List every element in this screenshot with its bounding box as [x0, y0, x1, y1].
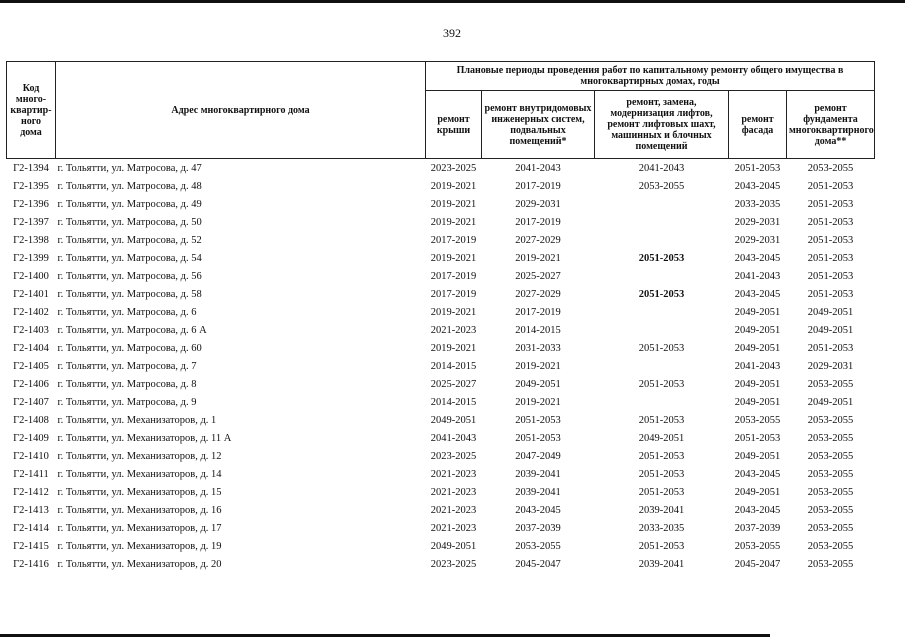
row-engineering-period: 2027-2029	[515, 288, 561, 300]
row-facade-period: 2053-2055	[734, 540, 781, 552]
row-facade-period: 2029-2031	[734, 216, 781, 228]
header-address: Адрес многоквартирного дома	[56, 62, 426, 159]
row-elevators-period	[595, 231, 729, 249]
row-elevators-period: 2051-2053	[638, 414, 685, 426]
row-roof-period: 2014-2015	[430, 396, 477, 408]
row-roof-period: 2021-2023	[430, 504, 477, 516]
row-engineering-period: 2027-2029	[515, 234, 561, 246]
row-facade-period: 2043-2045	[734, 252, 781, 264]
row-elevators-period	[595, 213, 729, 231]
row-roof-period: 2023-2025	[430, 558, 477, 570]
table-row	[7, 501, 875, 519]
row-facade-period: 2049-2051	[734, 396, 781, 408]
row-code: Г2-1416	[13, 558, 49, 570]
row-facade-period: 2043-2045	[734, 504, 781, 516]
row-roof-period: 2019-2021	[430, 216, 477, 228]
row-roof-period: 2021-2023	[430, 324, 477, 336]
row-foundation-period: 2053-2055	[807, 378, 854, 390]
row-facade-period: 2043-2045	[734, 288, 781, 300]
table-row	[7, 393, 875, 411]
row-foundation-period: 2051-2053	[807, 252, 854, 264]
row-address: г. Тольятти, ул. Механизаторов, д. 1	[57, 414, 217, 426]
row-engineering-period: 2041-2043	[515, 162, 561, 174]
row-elevators-period: 2041-2043	[638, 162, 685, 174]
row-engineering-period: 2047-2049	[515, 450, 561, 462]
row-foundation-period: 2053-2055	[807, 468, 854, 480]
row-roof-period: 2021-2023	[430, 486, 477, 498]
row-code: Г2-1410	[13, 450, 49, 462]
row-roof-period: 2025-2027	[430, 378, 477, 390]
row-engineering-period: 2037-2039	[515, 522, 561, 534]
row-elevators-period	[595, 267, 729, 285]
row-foundation-period: 2053-2055	[807, 486, 854, 498]
row-engineering-period: 2019-2021	[515, 360, 561, 372]
row-foundation-period: 2051-2053	[807, 270, 854, 282]
row-address: г. Тольятти, ул. Механизаторов, д. 17	[57, 522, 222, 534]
row-facade-period: 2041-2043	[734, 360, 781, 372]
row-foundation-period: 2049-2051	[807, 396, 854, 408]
row-code: Г2-1415	[13, 540, 49, 552]
row-facade-period: 2049-2051	[734, 378, 781, 390]
top-rule	[0, 0, 905, 3]
header-facade: ремонт фасада	[729, 91, 787, 159]
row-foundation-period: 2053-2055	[807, 522, 854, 534]
row-elevators-period: 2039-2041	[638, 558, 685, 570]
row-elevators-period	[595, 303, 729, 321]
row-address: г. Тольятти, ул. Матросова, д. 6	[57, 306, 197, 318]
row-facade-period: 2049-2051	[734, 324, 781, 336]
header-foundation: ремонт фундамента многоквартирного дома**	[787, 91, 875, 159]
row-facade-period: 2053-2055	[734, 414, 781, 426]
header-periods-group: Плановые периоды проведения работ по капитальному ремонту общего имущества в многоквартирных домах, годы	[426, 62, 875, 91]
row-code: Г2-1396	[13, 198, 49, 210]
row-foundation-period: 2053-2055	[807, 432, 854, 444]
row-roof-period: 2021-2023	[430, 468, 477, 480]
row-code: Г2-1394	[13, 162, 49, 174]
table-row	[7, 339, 875, 357]
row-code: Г2-1413	[13, 504, 49, 516]
table-row	[7, 375, 875, 393]
row-roof-period: 2017-2019	[430, 234, 477, 246]
row-elevators-period	[595, 321, 729, 339]
row-code: Г2-1411	[13, 468, 49, 480]
table-row	[7, 357, 875, 375]
row-code: Г2-1406	[13, 378, 49, 390]
row-address: г. Тольятти, ул. Матросова, д. 54	[57, 252, 202, 264]
row-elevators-period: 2051-2053	[638, 378, 685, 390]
row-address: г. Тольятти, ул. Матросова, д. 52	[57, 234, 202, 246]
row-code: Г2-1407	[13, 396, 49, 408]
row-facade-period: 2045-2047	[734, 558, 781, 570]
header-roof: ремонт крыши	[426, 91, 482, 159]
row-foundation-period: 2051-2053	[807, 288, 854, 300]
row-address: г. Тольятти, ул. Матросова, д. 50	[57, 216, 202, 228]
page-number: 392	[443, 26, 461, 40]
row-facade-period: 2029-2031	[734, 234, 781, 246]
row-elevators-period: 2051-2053	[638, 252, 685, 264]
row-roof-period: 2019-2021	[430, 198, 477, 210]
row-elevators-period: 2033-2035	[638, 522, 685, 534]
row-foundation-period: 2053-2055	[807, 414, 854, 426]
table-row	[7, 213, 875, 231]
row-roof-period: 2021-2023	[430, 522, 477, 534]
row-address: г. Тольятти, ул. Матросова, д. 7	[57, 360, 197, 372]
row-engineering-period: 2045-2047	[515, 558, 561, 570]
row-code: Г2-1402	[13, 306, 49, 318]
row-elevators-period	[595, 393, 729, 411]
row-foundation-period: 2053-2055	[807, 450, 854, 462]
row-address: г. Тольятти, ул. Матросова, д. 8	[57, 378, 197, 390]
row-code: Г2-1404	[13, 342, 49, 354]
row-code: Г2-1412	[13, 486, 49, 498]
row-foundation-period: 2051-2053	[807, 342, 854, 354]
row-facade-period: 2051-2053	[734, 432, 781, 444]
row-foundation-period: 2029-2031	[807, 360, 854, 372]
row-code: Г2-1408	[13, 414, 49, 426]
row-engineering-period: 2031-2033	[515, 342, 561, 354]
table-row	[7, 411, 875, 429]
row-roof-period: 2023-2025	[430, 450, 477, 462]
row-address: г. Тольятти, ул. Матросова, д. 9	[57, 396, 197, 408]
row-foundation-period: 2049-2051	[807, 306, 854, 318]
table-row	[7, 267, 875, 285]
row-roof-period: 2019-2021	[430, 180, 477, 192]
row-elevators-period	[595, 195, 729, 213]
row-roof-period: 2019-2021	[430, 306, 477, 318]
table-row	[7, 231, 875, 249]
row-address: г. Тольятти, ул. Механизаторов, д. 20	[57, 558, 222, 570]
row-engineering-period: 2039-2041	[515, 486, 561, 498]
table-row	[7, 285, 875, 303]
row-facade-period: 2043-2045	[734, 180, 781, 192]
header-code: Код много-квартир-ного дома	[7, 62, 56, 159]
row-address: г. Тольятти, ул. Механизаторов, д. 12	[57, 450, 222, 462]
row-address: г. Тольятти, ул. Матросова, д. 58	[57, 288, 202, 300]
row-elevators-period: 2051-2053	[638, 486, 685, 498]
table-row	[7, 429, 875, 447]
row-elevators-period: 2049-2051	[638, 432, 685, 444]
row-engineering-period: 2053-2055	[515, 540, 561, 552]
row-engineering-period: 2039-2041	[515, 468, 561, 480]
row-foundation-period: 2053-2055	[807, 504, 854, 516]
row-facade-period: 2041-2043	[734, 270, 781, 282]
row-foundation-period: 2051-2053	[807, 234, 854, 246]
row-code: Г2-1414	[13, 522, 49, 534]
table-row	[7, 321, 875, 339]
row-code: Г2-1399	[13, 252, 49, 264]
row-foundation-period: 2051-2053	[807, 180, 854, 192]
row-engineering-period: 2014-2015	[515, 324, 561, 336]
row-code: Г2-1398	[13, 234, 49, 246]
table-row	[7, 195, 875, 213]
row-address: г. Тольятти, ул. Механизаторов, д. 14	[57, 468, 222, 480]
row-facade-period: 2049-2051	[734, 306, 781, 318]
row-code: Г2-1405	[13, 360, 49, 372]
row-elevators-period: 2051-2053	[638, 468, 685, 480]
row-foundation-period: 2051-2053	[807, 216, 854, 228]
row-foundation-period: 2051-2053	[807, 198, 854, 210]
row-foundation-period: 2053-2055	[807, 558, 854, 570]
row-foundation-period: 2053-2055	[807, 162, 854, 174]
row-elevators-period: 2051-2053	[638, 342, 685, 354]
row-engineering-period: 2043-2045	[515, 504, 561, 516]
row-address: г. Тольятти, ул. Механизаторов, д. 19	[57, 540, 222, 552]
row-roof-period: 2049-2051	[430, 540, 477, 552]
row-foundation-period: 2053-2055	[807, 540, 854, 552]
table-row	[7, 177, 875, 195]
row-roof-period: 2019-2021	[430, 252, 477, 264]
capital-repair-table	[6, 61, 875, 573]
table-row	[7, 159, 875, 178]
row-engineering-period: 2019-2021	[515, 396, 561, 408]
row-roof-period: 2014-2015	[430, 360, 477, 372]
row-elevators-period: 2053-2055	[638, 180, 685, 192]
row-facade-period: 2051-2053	[734, 162, 781, 174]
row-engineering-period: 2019-2021	[515, 252, 561, 264]
row-elevators-period: 2039-2041	[638, 504, 685, 516]
row-code: Г2-1401	[13, 288, 49, 300]
row-address: г. Тольятти, ул. Матросова, д. 6 А	[57, 324, 207, 336]
row-roof-period: 2049-2051	[430, 414, 477, 426]
row-engineering-period: 2017-2019	[515, 306, 561, 318]
row-elevators-period: 2051-2053	[638, 540, 685, 552]
row-address: г. Тольятти, ул. Матросова, д. 49	[57, 198, 202, 210]
row-facade-period: 2037-2039	[734, 522, 781, 534]
row-code: Г2-1403	[13, 324, 49, 336]
row-engineering-period: 2017-2019	[515, 180, 561, 192]
row-elevators-period: 2051-2053	[638, 288, 685, 300]
row-foundation-period: 2049-2051	[807, 324, 854, 336]
row-code: Г2-1400	[13, 270, 49, 282]
header-elevators: ремонт, замена, модернизация лифтов, ремонт лифтовых шахт, машинных и блочных помещений	[595, 91, 729, 159]
row-facade-period: 2043-2045	[734, 468, 781, 480]
table-row	[7, 447, 875, 465]
row-engineering-period: 2051-2053	[515, 432, 561, 444]
row-facade-period: 2049-2051	[734, 486, 781, 498]
row-engineering-period: 2017-2019	[515, 216, 561, 228]
table-row	[7, 249, 875, 267]
row-address: г. Тольятти, ул. Матросова, д. 48	[57, 180, 202, 192]
table-row	[7, 519, 875, 537]
row-address: г. Тольятти, ул. Механизаторов, д. 16	[57, 504, 222, 516]
row-address: г. Тольятти, ул. Матросова, д. 47	[57, 162, 202, 174]
row-engineering-period: 2029-2031	[515, 198, 561, 210]
table-row	[7, 465, 875, 483]
table-row	[7, 537, 875, 555]
table-row	[7, 555, 875, 573]
row-address: г. Тольятти, ул. Механизаторов, д. 15	[57, 486, 222, 498]
table-row	[7, 483, 875, 501]
row-facade-period: 2049-2051	[734, 450, 781, 462]
row-elevators-period: 2051-2053	[638, 450, 685, 462]
table-row	[7, 303, 875, 321]
row-facade-period: 2033-2035	[734, 198, 781, 210]
row-facade-period: 2049-2051	[734, 342, 781, 354]
row-engineering-period: 2025-2027	[515, 270, 561, 282]
row-address: г. Тольятти, ул. Матросова, д. 56	[57, 270, 202, 282]
row-roof-period: 2041-2043	[430, 432, 477, 444]
row-roof-period: 2023-2025	[430, 162, 477, 174]
row-roof-period: 2019-2021	[430, 342, 477, 354]
row-roof-period: 2017-2019	[430, 270, 477, 282]
row-address: г. Тольятти, ул. Матросова, д. 60	[57, 342, 202, 354]
row-address: г. Тольятти, ул. Механизаторов, д. 11 А	[57, 432, 232, 444]
header-engineering: ремонт внутридомовых инженерных систем, подвальных помещений*	[482, 91, 595, 159]
row-elevators-period	[595, 357, 729, 375]
row-code: Г2-1397	[13, 216, 49, 228]
row-code: Г2-1409	[13, 432, 49, 444]
row-roof-period: 2017-2019	[430, 288, 477, 300]
row-code: Г2-1395	[13, 180, 49, 192]
bottom-rule	[0, 634, 770, 637]
row-engineering-period: 2051-2053	[515, 414, 561, 426]
row-engineering-period: 2049-2051	[515, 378, 561, 390]
